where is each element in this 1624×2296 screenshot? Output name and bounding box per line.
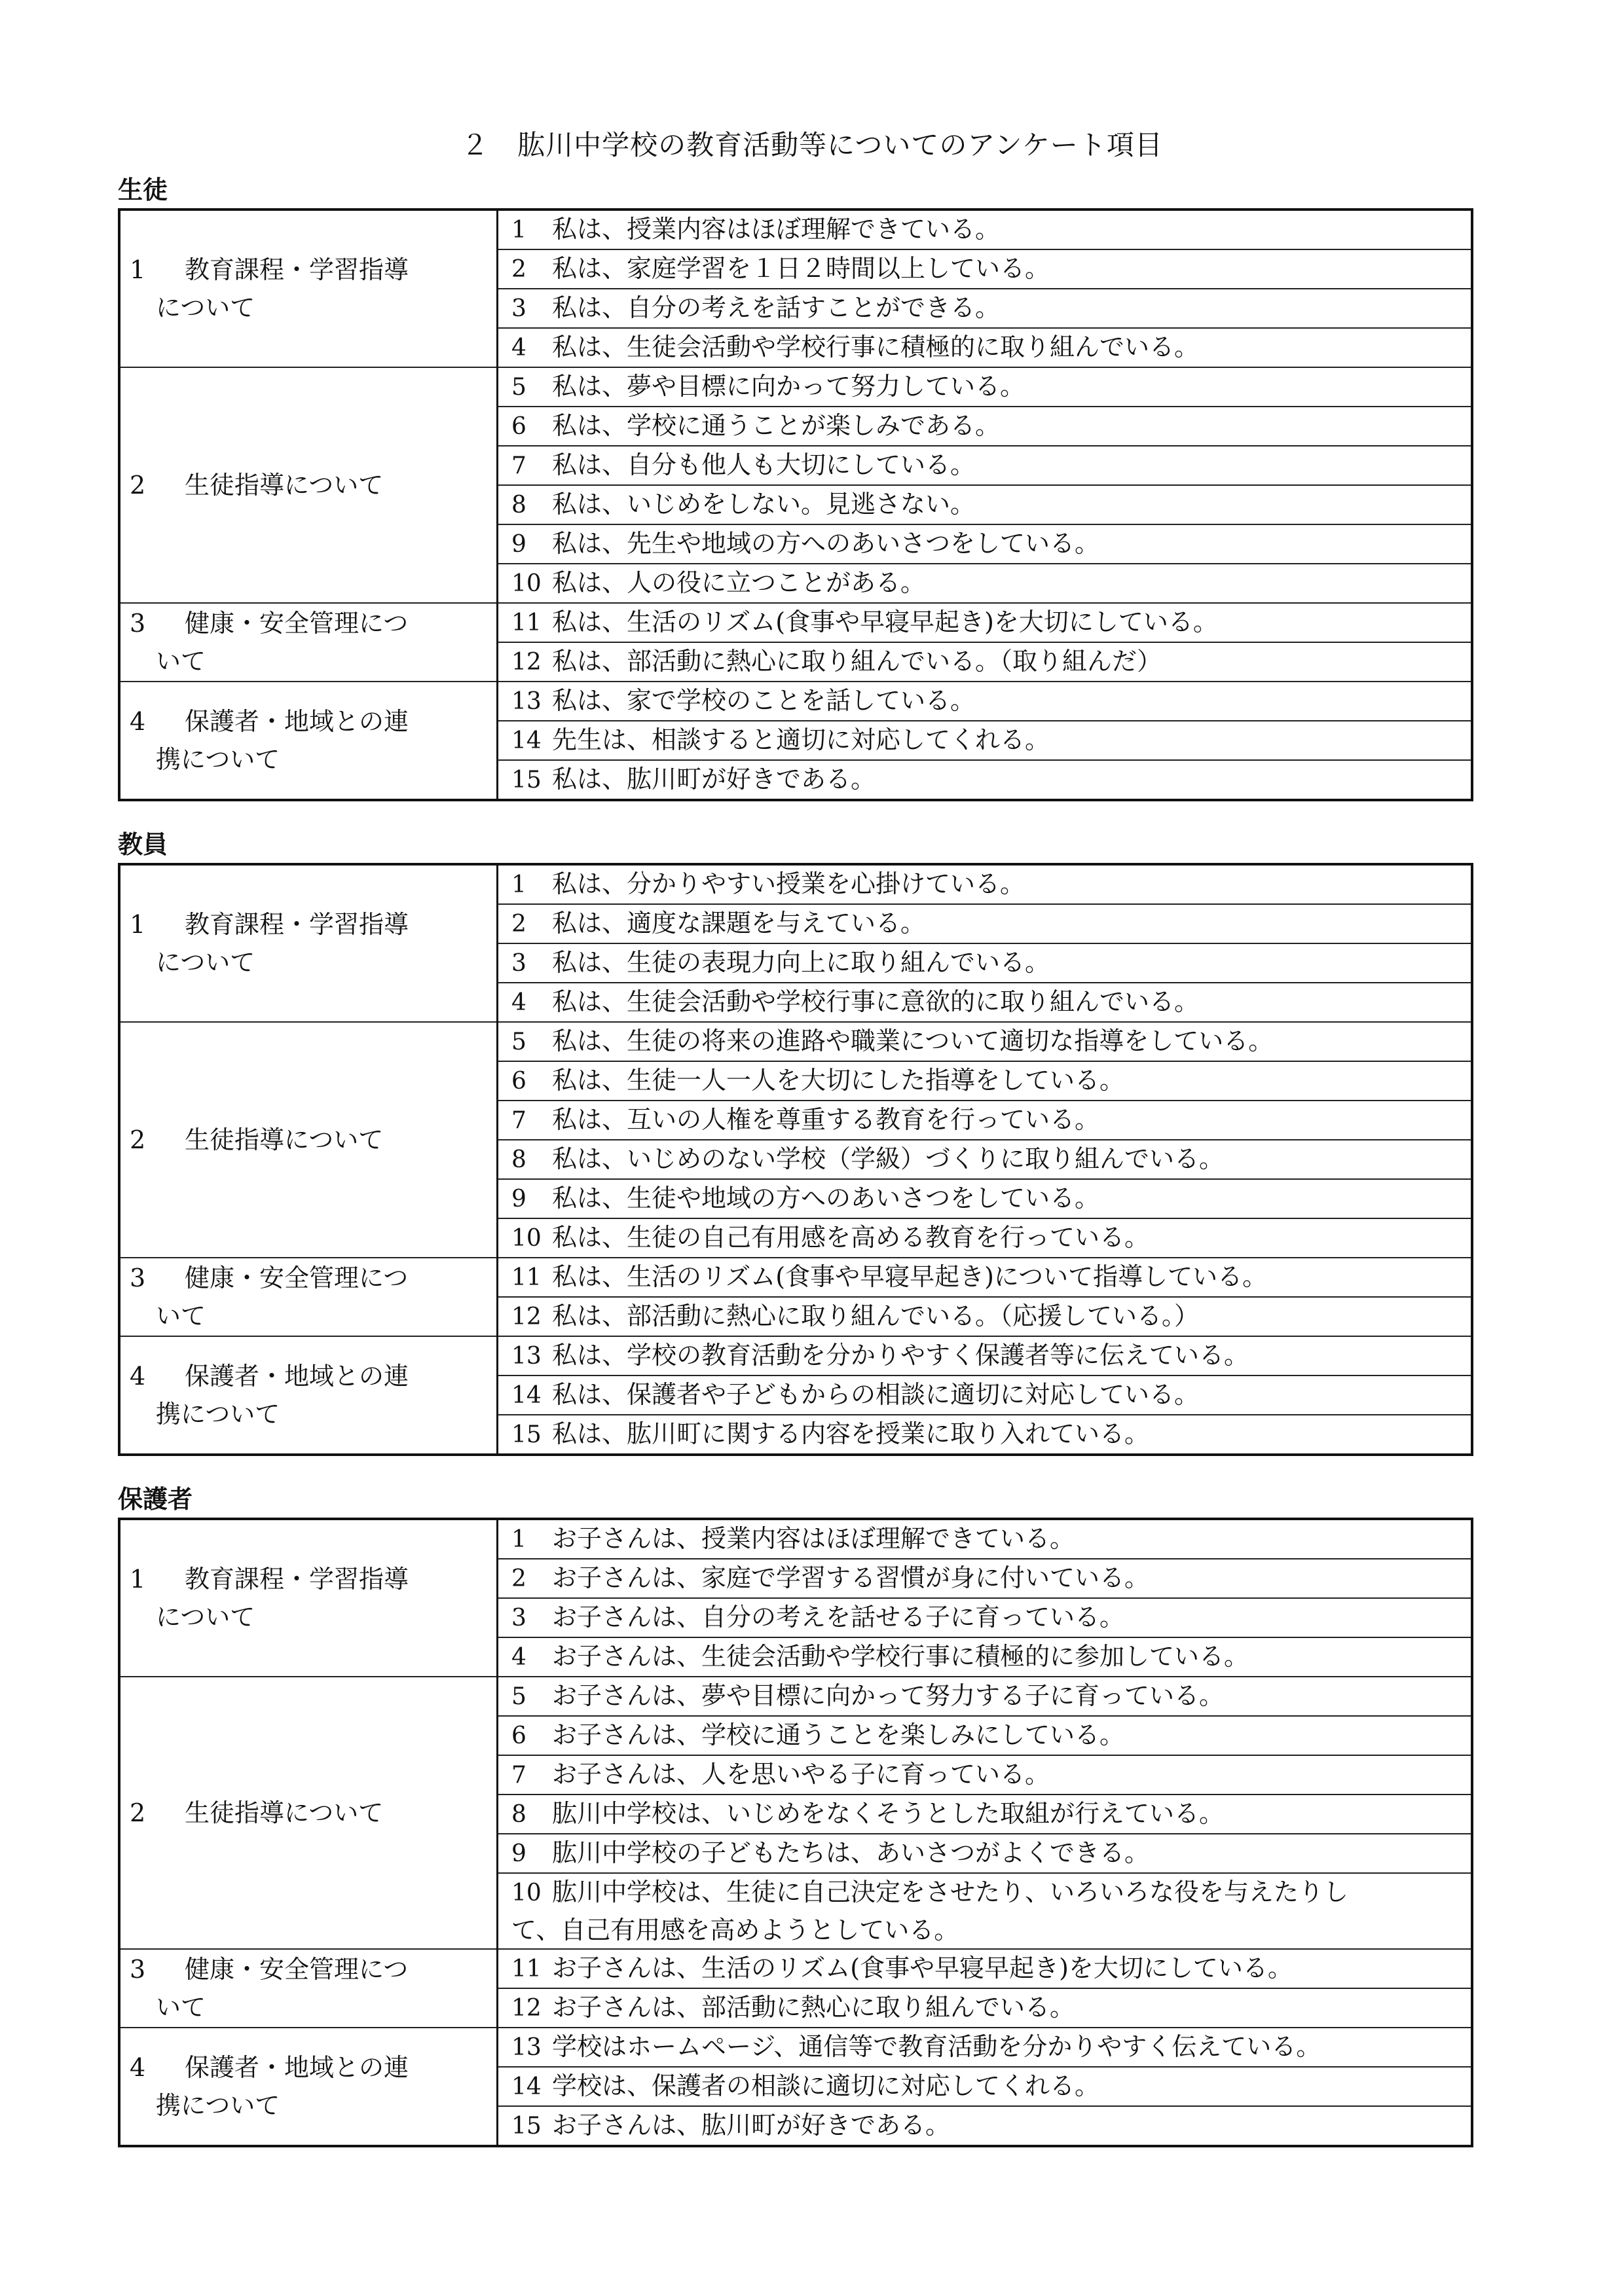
category-label: 保護者・地域との連 [185,1362,409,1391]
table-row [119,682,1472,721]
question-text: 私は、生徒の将来の進路や職業について適切な指導をしている。 [552,1027,1274,1055]
question-text: 私は、生徒会活動や学校行事に意欲的に取り組んでいる。 [552,987,1200,1016]
table-row [119,1519,1472,1559]
question-number: 8 [511,1146,526,1173]
question-text: 肱川中学校の子どもたちは、あいさつがよくできる。 [552,1838,1150,1867]
category-label: 健康・安全管理につ [185,1264,409,1292]
question-text: お子さんは、生活のリズム(食事や早寝早起き)を大切にしている。 [552,1954,1293,1982]
table-row [119,210,1472,249]
section-heading-teacher: 教員 [118,830,168,859]
category-number: 1 [130,255,146,284]
question-number: 10 [511,570,542,597]
question-text: 私は、いじめをしない。見逃さない。 [552,490,976,519]
category-label-continued: 携について [156,2091,280,2120]
question-cell [498,1755,1473,1795]
category-cell [119,1949,498,2028]
question-text: お子さんは、家庭で学習する習慣が身に付いている。 [552,1563,1150,1592]
survey-table-student [118,208,1473,801]
question-text: お子さんは、授業内容はほぼ理解できている。 [552,1524,1075,1553]
category-cell [119,367,498,603]
question-number: 6 [511,1722,526,1749]
question-cell [498,289,1473,328]
question-text: 私は、生徒の自己有用感を高める教育を行っている。 [552,1223,1150,1252]
question-cell [498,1988,1473,2028]
question-cell [498,328,1473,367]
question-text: 私は、保護者や子どもからの相談に適切に対応している。 [552,1380,1200,1409]
question-cell [498,1376,1473,1415]
question-number: 6 [511,413,526,440]
question-text: 私は、生徒一人一人を大切にした指導をしている。 [552,1066,1125,1095]
question-number: 14 [511,727,542,754]
document-title: ２ 肱川中学校の教育活動等についてのアンケート項目 [461,129,1163,161]
category-label-continued: について [156,1603,255,1631]
question-cell [498,864,1473,904]
question-text: 私は、生活のリズム(食事や早寝早起き)について指導している。 [552,1262,1268,1291]
question-number: 8 [511,1801,526,1828]
question-text: 私は、肱川町が好きである。 [552,765,876,793]
question-cell [498,1101,1473,1140]
category-cell [119,2028,498,2146]
question-cell [498,1795,1473,1834]
question-cell [498,210,1473,249]
question-number: 7 [511,452,526,479]
question-cell [498,1873,1473,1949]
question-cell [498,1336,1473,1376]
question-cell [498,407,1473,446]
question-text: 先生は、相談すると適切に対応してくれる。 [552,725,1050,754]
question-cell [498,249,1473,289]
section-heading-student: 生徒 [118,175,168,204]
section-heading-guardian: 保護者 [118,1485,193,1514]
question-number: 11 [511,1264,542,1291]
question-number: 11 [511,610,542,636]
category-number: 4 [130,1362,146,1391]
question-cell [498,1559,1473,1598]
question-number: 2 [511,911,526,938]
question-cell [498,1949,1473,1988]
table-row [119,367,1472,407]
question-cell [498,524,1473,564]
question-text: 肱川中学校は、生徒に自己決定をさせたり、いろいろな役を与えたりし [552,1878,1349,1906]
survey-table-guardian [118,1518,1473,2147]
question-text: 私は、生徒の表現力向上に取り組んでいる。 [552,948,1050,977]
question-cell [498,1415,1473,1455]
question-text: 私は、互いの人権を尊重する教育を行っている。 [552,1105,1100,1134]
category-label-continued: いて [156,1993,206,2022]
question-number: 4 [511,335,526,361]
question-text: 私は、夢や目標に向かって努力している。 [552,372,1025,401]
question-number: 15 [511,767,542,793]
question-number: 12 [511,649,542,676]
category-number: 3 [130,609,146,638]
table-row [119,864,1472,904]
question-text: 私は、自分の考えを話すことができる。 [552,293,1001,322]
question-number: 13 [511,1343,542,1370]
question-cell [498,1022,1473,1061]
question-cell [498,1297,1473,1336]
question-text: 私は、先生や地域の方へのあいさつをしている。 [552,529,1100,558]
question-number: 9 [511,1840,526,1867]
table-row [119,1258,1472,1297]
question-cell [498,1218,1473,1258]
question-text: 私は、人の役に立つことがある。 [552,568,926,597]
question-text: 私は、家庭学習を１日２時間以上している。 [552,254,1050,283]
question-cell [498,760,1473,800]
question-text: お子さんは、部活動に熱心に取り組んでいる。 [552,1993,1075,2022]
question-number: 15 [511,1421,542,1448]
question-text: 私は、いじめのない学校（学級）づくりに取り組んでいる。 [552,1144,1225,1173]
question-text: 私は、家で学校のことを話している。 [552,686,976,715]
table-row [119,2028,1472,2067]
question-number: 3 [511,295,526,322]
question-number: 7 [511,1107,526,1134]
question-cell [498,721,1473,760]
category-cell [119,1336,498,1455]
question-number: 10 [511,1880,542,1906]
table-row [119,603,1472,642]
question-cell [498,564,1473,603]
category-label: 保護者・地域との連 [185,2053,409,2082]
table-row [119,1677,1472,1716]
category-label: 生徒指導について [185,1798,384,1827]
question-text: 私は、生活のリズム(食事や早寝早起き)を大切にしている。 [552,608,1218,636]
question-text: 私は、肱川町に関する内容を授業に取り入れている。 [552,1419,1150,1448]
question-text: お子さんは、夢や目標に向かって努力する子に育っている。 [552,1681,1225,1710]
category-cell [119,1022,498,1258]
question-cell [498,367,1473,407]
question-cell [498,1677,1473,1716]
question-number: 13 [511,2034,542,2061]
question-cell [498,1716,1473,1755]
question-text: お子さんは、人を思いやる子に育っている。 [552,1760,1050,1789]
question-text: 私は、適度な課題を与えている。 [552,909,926,938]
question-cell [498,1519,1473,1559]
category-number: 4 [130,2053,146,2082]
question-cell [498,2028,1473,2067]
category-number: 3 [130,1264,146,1292]
question-number: 10 [511,1225,542,1252]
question-cell [498,446,1473,485]
question-text: 私は、分かりやすい授業を心掛けている。 [552,869,1025,898]
question-cell [498,1140,1473,1179]
question-text: 学校は、保護者の相談に適切に対応してくれる。 [552,2071,1100,2100]
category-number: 1 [130,910,146,939]
question-number: 3 [511,950,526,977]
category-label-continued: 携について [156,745,280,774]
question-cell [498,603,1473,642]
question-cell [498,642,1473,682]
question-text: 肱川中学校は、いじめをなくそうとした取組が行えている。 [552,1799,1225,1828]
question-text: 私は、部活動に熱心に取り組んでいる。（取り組んだ） [552,647,1162,676]
question-text: お子さんは、生徒会活動や学校行事に積極的に参加している。 [552,1642,1249,1671]
question-text: 私は、生徒会活動や学校行事に積極的に取り組んでいる。 [552,333,1200,361]
question-number: 6 [511,1068,526,1095]
category-label: 生徒指導について [185,471,384,500]
category-cell [119,1677,498,1949]
survey-table-teacher [118,863,1473,1456]
question-cell [498,682,1473,721]
category-cell [119,603,498,682]
question-text: 私は、学校の教育活動を分かりやすく保護者等に伝えている。 [552,1341,1249,1370]
category-number: 3 [130,1955,146,1984]
question-number: 15 [511,2113,542,2140]
question-number: 1 [511,871,526,898]
category-number: 1 [130,1565,146,1594]
question-cell [498,943,1473,983]
question-number: 9 [511,531,526,558]
category-label: 教育課程・学習指導 [185,255,409,284]
category-number: 2 [130,471,146,500]
question-number: 1 [511,1526,526,1553]
category-label-continued: について [156,293,255,322]
question-number: 2 [511,1565,526,1592]
category-number: 2 [130,1125,146,1154]
question-cell [498,2067,1473,2106]
category-label-continued: について [156,948,255,977]
question-text: 私は、部活動に熱心に取り組んでいる。（応援している。） [552,1302,1200,1330]
question-text: 私は、学校に通うことが楽しみである。 [552,411,1001,440]
question-number: 2 [511,256,526,283]
question-text: お子さんは、肱川町が好きである。 [552,2111,951,2140]
question-number: 11 [511,1956,542,1982]
question-cell [498,1598,1473,1637]
question-text: 学校はホームページ、通信等で教育活動を分かりやすく伝えている。 [552,2032,1321,2061]
category-cell [119,1258,498,1336]
question-cell [498,1834,1473,1873]
question-text: お子さんは、学校に通うことを楽しみにしている。 [552,1721,1125,1749]
category-label: 健康・安全管理につ [185,1955,409,1984]
category-number: 2 [130,1798,146,1827]
question-cell [498,904,1473,943]
category-label: 健康・安全管理につ [185,609,409,638]
table-row [119,1336,1472,1376]
category-label: 生徒指導について [185,1125,384,1154]
question-text: お子さんは、自分の考えを話せる子に育っている。 [552,1603,1125,1631]
question-number: 13 [511,688,542,715]
category-label-continued: いて [156,647,206,676]
category-label-continued: いて [156,1302,206,1330]
question-text: 私は、自分も他人も大切にしている。 [552,450,976,479]
category-number: 4 [130,707,146,736]
question-text: 私は、授業内容はほぼ理解できている。 [552,215,1001,244]
question-number: 7 [511,1762,526,1789]
category-cell [119,1519,498,1677]
category-label: 教育課程・学習指導 [185,1565,409,1594]
question-cell [498,1637,1473,1677]
category-cell [119,864,498,1022]
question-number: 5 [511,1683,526,1710]
question-cell [498,485,1473,524]
question-number: 4 [511,989,526,1016]
question-number: 12 [511,1303,542,1330]
question-cell [498,1258,1473,1297]
category-label: 教育課程・学習指導 [185,910,409,939]
question-number: 14 [511,2073,542,2100]
table-row [119,1949,1472,1988]
question-cell [498,1179,1473,1218]
question-number: 4 [511,1644,526,1671]
question-number: 3 [511,1605,526,1631]
category-cell [119,682,498,800]
question-number: 9 [511,1186,526,1212]
question-number: 12 [511,1995,542,2022]
table-row [119,1022,1472,1061]
question-text-continued: て、自己有用感を高めようとしている。 [511,1916,959,1944]
question-number: 8 [511,492,526,519]
question-number: 14 [511,1382,542,1409]
question-cell [498,983,1473,1022]
category-label: 保護者・地域との連 [185,707,409,736]
question-number: 1 [511,217,526,244]
question-number: 5 [511,374,526,401]
question-cell [498,2106,1473,2146]
question-cell [498,1061,1473,1101]
category-label-continued: 携について [156,1400,280,1429]
category-cell [119,210,498,367]
question-text: 私は、生徒や地域の方へのあいさつをしている。 [552,1184,1100,1212]
question-number: 5 [511,1029,526,1055]
